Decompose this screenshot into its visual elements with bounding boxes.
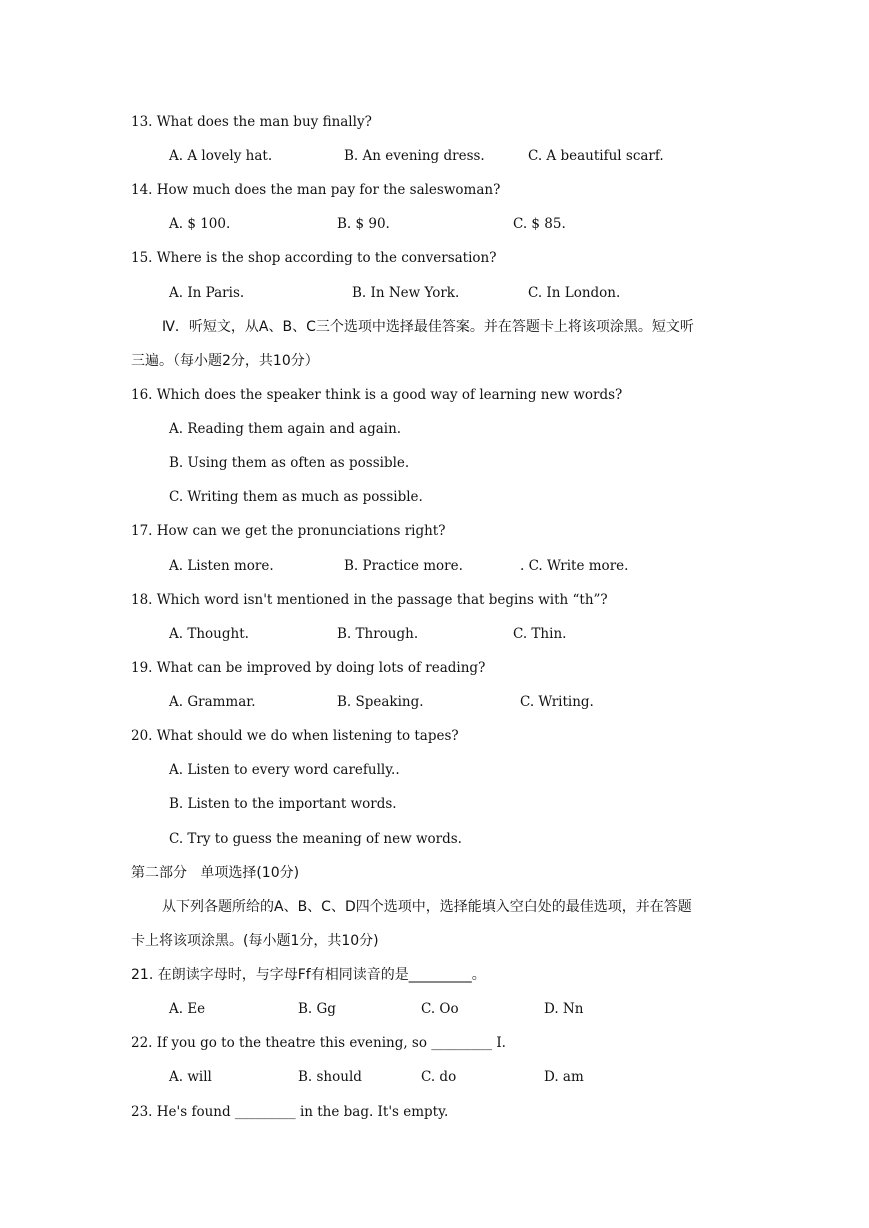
question-21-option-a: A. Ee	[169, 1001, 206, 1017]
question-19-stem: 19. What can be improved by doing lots of reading?	[131, 660, 486, 676]
question-14-option-b: B. $ 90.	[337, 216, 390, 232]
question-20-option-c: C. Try to guess the meaning of new words.	[169, 831, 462, 847]
section-4-instructions-line-1: Ⅳ．听短文，从A、B、C三个选项中选择最佳答案。并在答题卡上将该项涂黑。短文听	[162, 319, 694, 335]
question-17-option-a: A. Listen more.	[169, 558, 274, 574]
question-22-option-a: A. will	[169, 1069, 212, 1085]
question-18-option-a: A. Thought.	[169, 626, 249, 642]
question-13-option-b: B. An evening dress.	[344, 148, 485, 164]
question-21-option-d: D. Nn	[544, 1001, 584, 1017]
question-19-option-b: B. Speaking.	[337, 694, 424, 710]
question-22-option-b: B. should	[298, 1069, 362, 1085]
question-22-option-c: C. do	[421, 1069, 457, 1085]
question-23-stem: 23. He's found _________ in the bag. It's empty.	[131, 1104, 449, 1120]
question-20-option-a: A. Listen to every word carefully..	[169, 762, 400, 778]
question-15-option-c: C. In London.	[528, 285, 621, 301]
question-17-option-c: . C. Write more.	[520, 558, 629, 574]
question-16-stem: 16. Which does the speaker think is a good way of learning new words?	[131, 387, 623, 403]
question-18-option-c: C. Thin.	[513, 626, 567, 642]
question-16-option-b: B. Using them as often as possible.	[169, 455, 410, 471]
part-2-heading: 第二部分 单项选择(10分)	[131, 865, 300, 881]
question-17-option-b: B. Practice more.	[344, 558, 463, 574]
question-17-stem: 17. How can we get the pronunciations right?	[131, 523, 446, 539]
question-16-option-a: A. Reading them again and again.	[169, 421, 402, 437]
section-4-instructions-line-2: 三遍。（每小题2分，共10分）	[131, 353, 319, 369]
part-2-instructions-line-2: 卡上将该项涂黑。(每小题1分，共10分)	[131, 933, 379, 949]
question-16-option-c: C. Writing them as much as possible.	[169, 489, 423, 505]
question-14-option-c: C. $ 85.	[513, 216, 566, 232]
question-19-option-c: C. Writing.	[520, 694, 594, 710]
question-14-stem: 14. How much does the man pay for the saleswoman?	[131, 182, 501, 198]
part-2-instructions-line-1: 从下列各题所给的A、B、C、D四个选项中，选择能填入空白处的最佳选项，并在答题	[162, 899, 692, 915]
question-13-stem: 13. What does the man buy finally?	[131, 114, 372, 130]
question-18-option-b: B. Through.	[337, 626, 419, 642]
question-21-option-c: C. Oo	[421, 1001, 459, 1017]
question-15-option-a: A. In Paris.	[169, 285, 245, 301]
question-15-stem: 15. Where is the shop according to the conversation?	[131, 250, 497, 266]
question-22-option-d: D. am	[544, 1069, 584, 1085]
question-13-option-a: A. A lovely hat.	[169, 148, 273, 164]
question-20-option-b: B. Listen to the important words.	[169, 796, 397, 812]
question-21-option-b: B. Gg	[298, 1001, 336, 1017]
question-13-option-c: C. A beautiful scarf.	[528, 148, 664, 164]
question-19-option-a: A. Grammar.	[169, 694, 256, 710]
question-21-stem: 21. 在朗读字母时，与字母Ff有相同读音的是_________。	[131, 967, 486, 983]
question-14-option-a: A. $ 100.	[169, 216, 231, 232]
question-22-stem: 22. If you go to the theatre this evening, so _________ I.	[131, 1035, 506, 1051]
question-18-stem: 18. Which word isn't mentioned in the passage that begins with “th”?	[131, 592, 608, 608]
question-20-stem: 20. What should we do when listening to tapes?	[131, 728, 459, 744]
question-15-option-b: B. In New York.	[352, 285, 460, 301]
